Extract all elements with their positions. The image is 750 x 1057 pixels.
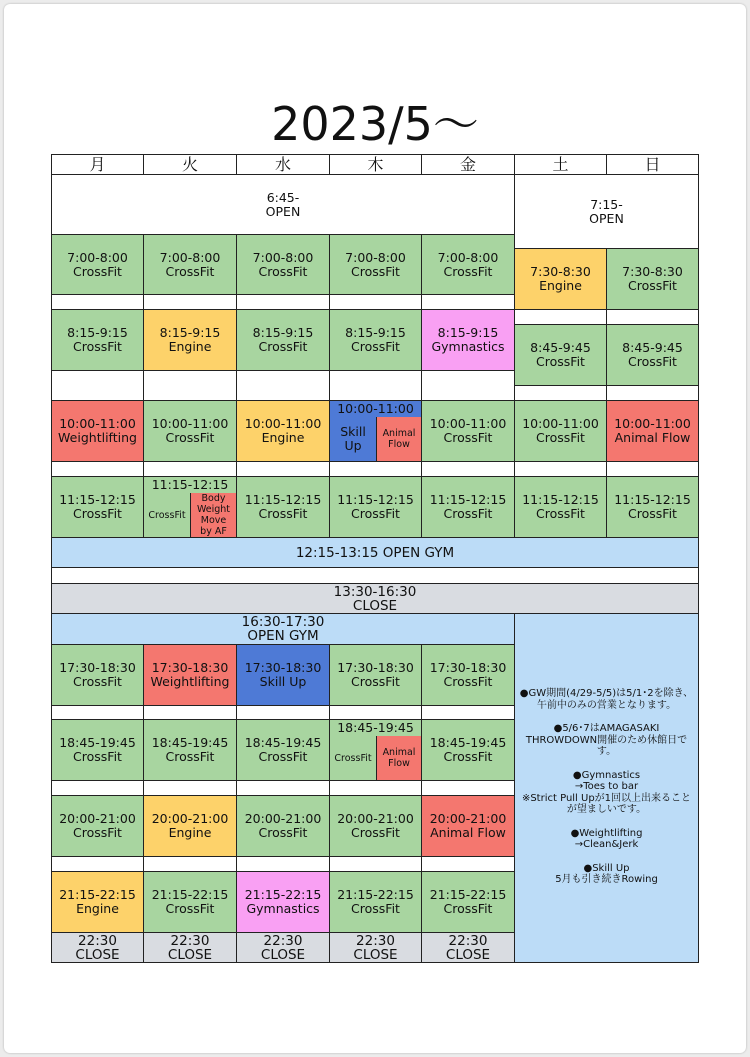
class-cell: [143, 309, 237, 371]
class-time: 11:15-12:15: [522, 492, 599, 507]
class-time: 20:00-21:00: [337, 811, 414, 826]
spacer-cell: [514, 309, 607, 325]
class-name: CrossFit: [351, 506, 400, 521]
class-name: CrossFit: [443, 749, 493, 764]
class-name: Engine: [76, 901, 119, 916]
spacer-cell: [421, 780, 515, 796]
day-label: 火: [181, 154, 198, 174]
note-item: ●5/6･7はAMAGASAKI THROWDOWN開催のため休館日です。: [525, 723, 688, 757]
spacer-cell: [236, 370, 330, 401]
class-name-left: CrossFit: [144, 493, 190, 537]
close-label: 22:30 CLOSE: [260, 932, 306, 963]
close-night: [236, 932, 330, 963]
spacer-row: [51, 567, 699, 584]
class-time: 18:45-19:45: [151, 735, 229, 750]
class-name: CrossFit: [443, 674, 493, 689]
class-cell: [421, 234, 515, 295]
open-gym-band: [51, 537, 699, 568]
class-time: 10:00-11:00: [337, 401, 414, 416]
class-time: 11:15-12:15: [614, 492, 691, 507]
class-name-right: Animal Flow: [376, 417, 421, 461]
class-name: CrossFit: [165, 901, 215, 916]
class-time: 8:45-9:45: [530, 340, 591, 355]
class-name: CrossFit: [536, 430, 585, 445]
class-time: 20:00-21:00: [59, 811, 136, 826]
open-label: 6:45- OPEN: [265, 189, 301, 219]
class-name: Animal Flow: [430, 825, 506, 840]
class-name: CrossFit: [73, 506, 122, 521]
class-cell: [236, 644, 330, 706]
class-name: Animal Flow: [614, 430, 691, 445]
day-label: 土: [552, 154, 569, 174]
class-cell: [236, 309, 330, 371]
class-name: CrossFit: [628, 354, 677, 369]
spacer-cell: [514, 385, 607, 401]
class-time: 7:00-8:00: [345, 249, 406, 265]
close-night: [143, 932, 237, 963]
spacer-cell: [236, 294, 330, 310]
class-cell: [514, 324, 607, 386]
class-name: CrossFit: [258, 263, 308, 279]
class-cell: [51, 795, 144, 857]
class-cell: [236, 719, 330, 781]
class-time: 17:30-18:30: [59, 660, 136, 675]
class-name: CrossFit: [443, 430, 493, 445]
open-weekend: [514, 174, 699, 249]
day-label: 日: [644, 154, 661, 174]
class-name: Engine: [168, 825, 212, 840]
page-title: 2023/5～: [271, 97, 479, 151]
class-name: CrossFit: [351, 825, 400, 840]
spacer-cell: [514, 461, 607, 477]
spacer-cell: [329, 294, 422, 310]
class-time: 18:45-19:45: [429, 735, 507, 750]
class-time: 18:45-19:45: [59, 735, 136, 750]
class-name: Weightlifting: [150, 674, 230, 689]
class-name: CrossFit: [73, 825, 122, 840]
class-cell: [51, 644, 144, 706]
day-header: [51, 154, 144, 175]
class-time: 17:30-18:30: [337, 660, 414, 675]
note-item: ●Skill Up 5月も引き続きRowing: [555, 862, 658, 885]
day-header: [606, 154, 699, 175]
class-time: 21:15-22:15: [337, 887, 414, 902]
spacer-cell: [329, 461, 422, 477]
class-name: CrossFit: [73, 749, 122, 764]
class-time: 7:00-8:00: [437, 249, 499, 265]
close-night: [329, 932, 422, 963]
class-time: 11:15-12:15: [151, 477, 229, 492]
day-header: [236, 154, 330, 175]
class-cell: [606, 400, 699, 462]
class-time: 20:00-21:00: [429, 811, 507, 826]
class-name: CrossFit: [536, 354, 585, 369]
class-time: 7:30-8:30: [622, 264, 683, 279]
class-cell: [143, 400, 237, 462]
class-time: 8:15-9:15: [437, 325, 499, 340]
class-cell: [421, 871, 515, 933]
class-cell: [51, 476, 144, 538]
spacer-cell: [421, 705, 515, 720]
class-name: CrossFit: [536, 506, 585, 521]
spacer-cell: [51, 705, 144, 720]
spacer-cell: [329, 370, 422, 401]
class-time: 21:15-22:15: [244, 887, 322, 902]
close-label: 22:30 CLOSE: [167, 932, 213, 963]
class-name: CrossFit: [73, 339, 122, 354]
class-cell: [421, 719, 515, 781]
class-name: CrossFit: [165, 263, 215, 279]
class-cell: [51, 719, 144, 781]
class-cell: [421, 644, 515, 706]
class-time: 18:45-19:45: [244, 735, 322, 750]
class-cell: [421, 309, 515, 371]
day-header: [329, 154, 422, 175]
class-time: 8:15-9:15: [252, 325, 314, 340]
class-time: 7:30-8:30: [530, 264, 591, 279]
spacer-cell: [606, 385, 699, 401]
spacer-cell: [143, 856, 237, 872]
class-cell: [606, 324, 699, 386]
class-cell-split: [329, 719, 422, 781]
class-time: 10:00-11:00: [522, 416, 599, 431]
open-weekday: [51, 174, 515, 235]
class-time: 11:15-12:15: [429, 492, 507, 507]
class-name: CrossFit: [443, 506, 493, 521]
class-time: 8:15-9:15: [345, 325, 406, 340]
class-name-left: CrossFit: [330, 736, 376, 780]
spacer-cell: [143, 294, 237, 310]
spacer-cell: [421, 461, 515, 477]
notes-text: [515, 688, 698, 898]
class-name: CrossFit: [351, 674, 400, 689]
open-gym-label: 16:30-17:30 OPEN GYM: [241, 614, 325, 644]
class-cell: [329, 234, 422, 295]
spacer-cell: [606, 309, 699, 325]
class-cell: [329, 795, 422, 857]
spacer-cell: [143, 461, 237, 477]
spacer-cell: [143, 370, 237, 401]
class-time: 20:00-21:00: [244, 811, 322, 826]
class-cell: [514, 400, 607, 462]
class-name: CrossFit: [443, 263, 493, 279]
spacer-cell: [51, 780, 144, 796]
class-cell: [51, 400, 144, 462]
note-item: ●Gymnastics →Toes to bar ※Strict Pull Upが1回以上出来ることが望ましいです。: [521, 769, 692, 815]
class-name: CrossFit: [628, 278, 677, 293]
close-night: [421, 932, 515, 963]
class-name: CrossFit: [351, 339, 400, 354]
class-cell: [143, 644, 237, 706]
spacer-cell: [236, 856, 330, 872]
class-time: 11:15-12:15: [244, 492, 322, 507]
class-time: 10:00-11:00: [151, 416, 229, 431]
spacer-cell: [329, 780, 422, 796]
day-header: [514, 154, 607, 175]
spacer-cell: [143, 780, 237, 796]
class-cell: [143, 234, 237, 295]
class-name: CrossFit: [258, 825, 308, 840]
class-time: 8:45-9:45: [622, 340, 683, 355]
class-time: 20:00-21:00: [151, 811, 229, 826]
day-label: 金: [459, 154, 476, 174]
class-name: CrossFit: [351, 263, 400, 279]
class-cell: [421, 400, 515, 462]
spacer-cell: [51, 294, 144, 310]
close-label: 22:30 CLOSE: [75, 932, 120, 963]
class-name: CrossFit: [73, 674, 122, 689]
class-time: 11:15-12:15: [59, 492, 136, 507]
class-cell: [143, 795, 237, 857]
class-time: 10:00-11:00: [244, 416, 322, 431]
spacer-cell: [606, 461, 699, 477]
class-cell: [329, 309, 422, 371]
class-time: 21:15-22:15: [59, 887, 136, 902]
class-time: 17:30-18:30: [244, 660, 322, 675]
spacer-cell: [421, 370, 515, 401]
class-time: 11:15-12:15: [337, 492, 414, 507]
class-cell: [421, 476, 515, 538]
class-name: Engine: [539, 278, 582, 293]
class-name: CrossFit: [165, 749, 215, 764]
day-header: [421, 154, 515, 175]
class-time: 10:00-11:00: [614, 416, 691, 431]
class-time: 8:15-9:15: [159, 325, 221, 340]
class-cell: [606, 248, 699, 310]
open-gym-evening: [51, 613, 515, 645]
class-name: CrossFit: [443, 901, 493, 916]
class-name-left: Skill Up: [330, 417, 376, 461]
spacer-cell: [51, 370, 144, 401]
class-cell: [329, 476, 422, 538]
close-label: 22:30 CLOSE: [353, 932, 398, 963]
class-time: 7:00-8:00: [159, 249, 221, 265]
open-label: 7:15- OPEN: [589, 196, 624, 226]
spacer-cell: [236, 461, 330, 477]
class-time: 10:00-11:00: [429, 416, 507, 431]
class-name: CrossFit: [258, 339, 308, 354]
class-name: CrossFit: [258, 749, 308, 764]
close-label: 22:30 CLOSE: [445, 932, 491, 963]
class-cell: [236, 400, 330, 462]
class-name: Gymnastics: [431, 339, 505, 354]
class-cell: [236, 795, 330, 857]
class-name: Weightlifting: [58, 430, 137, 445]
class-name: CrossFit: [258, 506, 308, 521]
class-time: 21:15-22:15: [151, 887, 229, 902]
class-time: 18:45-19:45: [337, 720, 414, 735]
class-time: 10:00-11:00: [59, 416, 136, 431]
spacer-cell: [421, 856, 515, 872]
day-header: [143, 154, 237, 175]
note-item: ●Weightlifting →Clean&Jerk: [570, 827, 643, 850]
class-cell: [51, 234, 144, 295]
day-label: 木: [367, 154, 384, 174]
spacer-cell: [51, 856, 144, 872]
class-cell: [236, 871, 330, 933]
class-cell: [236, 234, 330, 295]
class-name: Engine: [168, 339, 212, 354]
spacer-cell: [236, 705, 330, 720]
class-time: 21:15-22:15: [429, 887, 507, 902]
class-cell: [236, 476, 330, 538]
class-cell: [329, 871, 422, 933]
class-name: CrossFit: [73, 263, 122, 279]
class-cell-split: [329, 400, 422, 462]
day-label: 水: [274, 154, 291, 174]
close-night: [51, 932, 144, 963]
spacer-cell: [329, 705, 422, 720]
class-time: 7:00-8:00: [252, 249, 314, 265]
class-time: 8:15-9:15: [67, 325, 128, 340]
spacer-cell: [51, 461, 144, 477]
class-name: Gymnastics: [246, 901, 320, 916]
open-gym-label: 12:15-13:15 OPEN GYM: [295, 544, 455, 561]
class-cell: [143, 871, 237, 933]
spacer-cell: [236, 780, 330, 796]
class-name-right: Animal Flow: [376, 736, 421, 780]
class-name: Engine: [261, 430, 305, 445]
class-cell: [329, 644, 422, 706]
class-name: Skill Up: [259, 674, 307, 689]
class-cell: [51, 309, 144, 371]
close-label: 13:30-16:30 CLOSE: [333, 583, 417, 614]
spacer-cell: [421, 294, 515, 310]
day-label: 月: [89, 154, 106, 174]
class-name: CrossFit: [165, 430, 215, 445]
class-cell: [606, 476, 699, 538]
class-cell: [51, 871, 144, 933]
class-name: CrossFit: [351, 901, 400, 916]
class-cell: [514, 248, 607, 310]
class-time: 7:00-8:00: [67, 249, 128, 265]
class-name: CrossFit: [628, 506, 677, 521]
spacer-cell: [329, 856, 422, 872]
notes-panel: [514, 613, 699, 963]
class-cell: [514, 476, 607, 538]
class-time: 17:30-18:30: [151, 660, 229, 675]
class-cell-split: [143, 476, 237, 538]
class-time: 17:30-18:30: [429, 660, 507, 675]
class-cell: [143, 719, 237, 781]
note-item: ●GW期間(4/29-5/5)は5/1･2を除き、午前中のみの営業となります。: [519, 688, 694, 711]
class-name-right: Body Weight Move by AF: [190, 493, 236, 537]
class-cell: [421, 795, 515, 857]
spacer-cell: [143, 705, 237, 720]
close-band: [51, 583, 699, 614]
